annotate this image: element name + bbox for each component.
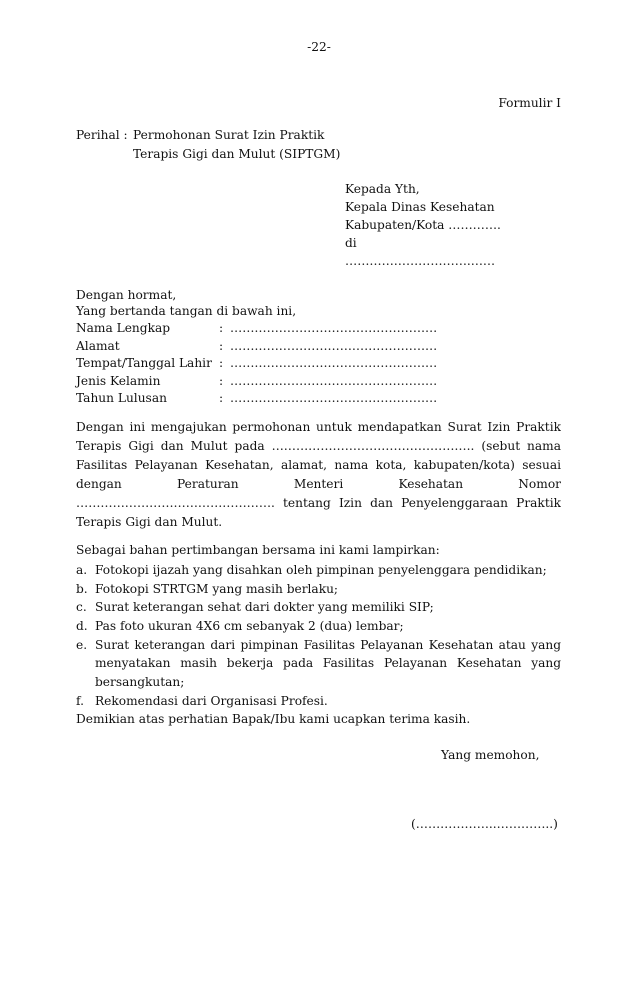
field-separator: : bbox=[219, 391, 224, 405]
field-blank: …………………………………………… bbox=[230, 391, 438, 405]
paragraph-line: …………………………………………. tentang Izin dan Penyelenggaraan Praktik bbox=[76, 496, 561, 510]
list-marker: f. bbox=[76, 693, 84, 708]
paragraph-line: Dengan ini mengajukan permohonan untuk mendapatkan Surat Izin Praktik bbox=[76, 420, 561, 434]
paragraph-line: Terapis Gigi dan Mulut pada ………………………………………….. (sebut nama bbox=[76, 439, 561, 453]
field-blank: …………………………………………… bbox=[230, 356, 438, 370]
list-marker: d. bbox=[76, 619, 88, 634]
list-marker: e. bbox=[76, 637, 88, 652]
list-item bbox=[76, 617, 561, 636]
field-separator: : bbox=[219, 356, 224, 370]
list-item-text: Fotokopi STRTGM yang masih berlaku; bbox=[95, 581, 339, 596]
field-blank: …………………………………………… bbox=[230, 321, 438, 335]
field-separator: : bbox=[219, 374, 224, 388]
field-label: Nama Lengkap bbox=[76, 321, 171, 335]
list-item-text: menyatakan masih bekerja pada Fasilitas Pelayanan Kesehatan yang bbox=[95, 656, 561, 671]
list-item bbox=[76, 692, 561, 711]
recipient-title: Kepala Dinas Kesehatan bbox=[345, 200, 495, 214]
page-number: -22- bbox=[307, 40, 331, 54]
field-blank: …………………………………………… bbox=[230, 339, 438, 353]
form-label: Formulir I bbox=[498, 96, 561, 110]
recipient-region: Kabupaten/Kota …………. bbox=[345, 218, 501, 232]
recipient-salutation: Kepada Yth, bbox=[345, 182, 420, 196]
list-item-text: bersangkutan; bbox=[95, 675, 185, 690]
list-item bbox=[76, 598, 561, 617]
list-item-text: Surat keterangan sehat dari dokter yang memiliki SIP; bbox=[95, 600, 434, 615]
subject-line-1: Permohonan Surat Izin Praktik bbox=[133, 128, 325, 142]
list-marker: c. bbox=[76, 600, 87, 615]
field-label: Tahun Lulusan bbox=[76, 391, 167, 405]
field-separator: : bbox=[219, 321, 224, 335]
signature-label: Yang memohon, bbox=[441, 748, 540, 762]
signature-name-blank: (………………..…………..) bbox=[411, 817, 558, 831]
list-item-text: Fotokopi ijazah yang disahkan oleh pimpinan penyelenggara pendidikan; bbox=[95, 563, 547, 577]
list-item-text: Pas foto ukuran 4X6 cm sebanyak 2 (dua) lembar; bbox=[95, 619, 404, 634]
list-marker: b. bbox=[76, 581, 88, 596]
list-item bbox=[76, 561, 561, 580]
paragraph-line: dengan Peraturan Menteri Kesehatan Nomor bbox=[76, 477, 561, 491]
list-item-text: Surat keterangan dari pimpinan Fasilitas Pelayanan Kesehatan atau yang bbox=[95, 637, 561, 652]
subject-line-2: Terapis Gigi dan Mulut (SIPTGM) bbox=[133, 147, 341, 161]
list-marker: a. bbox=[76, 563, 88, 577]
field-label: Jenis Kelamin bbox=[76, 374, 161, 388]
closing-sentence: Demikian atas perhatian Bapak/Ibu kami ucapkan terima kasih. bbox=[76, 712, 471, 726]
field-label: Tempat/Tanggal Lahir bbox=[76, 356, 212, 370]
list-item bbox=[76, 636, 561, 692]
field-label: Alamat bbox=[76, 339, 120, 353]
attachments-intro: Sebagai bahan pertimbangan bersama ini kami lampirkan: bbox=[76, 543, 440, 557]
recipient-place-blank: ………………………….…… bbox=[345, 254, 496, 268]
field-separator: : bbox=[219, 339, 224, 353]
paragraph-line: Terapis Gigi dan Mulut. bbox=[76, 515, 223, 529]
greeting-intro: Yang bertanda tangan di bawah ini, bbox=[76, 304, 297, 318]
request-paragraph bbox=[76, 418, 561, 532]
paragraph-line: Fasilitas Pelayanan Kesehatan, alamat, nama kota, kabupaten/kota) sesuai bbox=[76, 458, 561, 472]
greeting: Dengan hormat, bbox=[76, 288, 177, 302]
list-item bbox=[76, 580, 561, 599]
recipient-di: di bbox=[345, 236, 357, 250]
field-blank: …………………………………………… bbox=[230, 374, 438, 388]
subject-label: Perihal : bbox=[76, 128, 128, 142]
attachments-list bbox=[76, 561, 561, 711]
list-item-text: Rekomendasi dari Organisasi Profesi. bbox=[95, 693, 328, 708]
